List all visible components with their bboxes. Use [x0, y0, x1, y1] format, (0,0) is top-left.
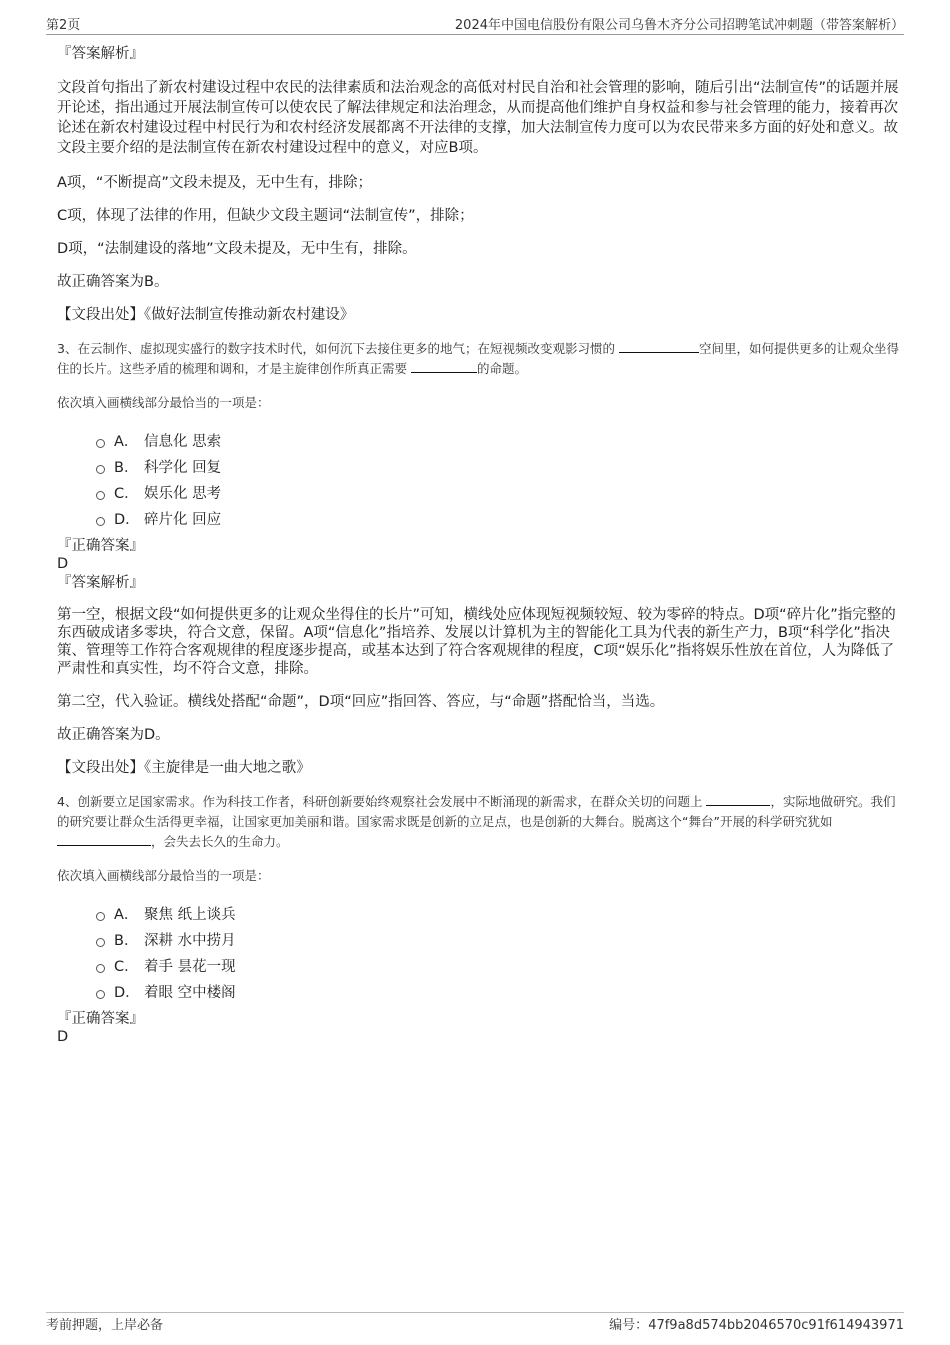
question-stem-part: 空间里，如何提供更多的让观众坐得住的长片。这些矛盾的梳理和调和，才是主旋律创作所真正需要 [57, 341, 899, 376]
analysis-paragraph: D项，“法制建设的落地”文段未提及，无中生有，排除。 [57, 241, 417, 257]
code-value: 47f9a8d574bb2046570c91f614943971 [648, 1318, 904, 1333]
passage-source: 【文段出处】《做好法制宣传推动新农村建设》 [57, 307, 355, 323]
option-letter: B． [114, 460, 139, 476]
option-b[interactable] [57, 928, 899, 954]
fill-blank [706, 793, 770, 806]
question-stem-part: 3、在云制作、虚拟现实盛行的数字技术时代，如何沉下去接住更多的地气；在短视频改变观影习惯的 [57, 341, 615, 356]
correct-answer-value: D [57, 1029, 69, 1045]
document-body [57, 44, 899, 1046]
fill-blank [411, 360, 477, 373]
option-a[interactable] [57, 902, 899, 928]
page-header [46, 14, 904, 35]
document-code [609, 1314, 904, 1333]
option-text: 信息化 思索 [144, 434, 222, 450]
option-c[interactable] [57, 481, 899, 507]
answer-analysis-label: 『答案解析』 [57, 46, 144, 62]
page-number: 第2页 [46, 18, 81, 33]
option-text: 科学化 回复 [144, 460, 222, 476]
option-c[interactable] [57, 954, 899, 980]
option-letter: D． [114, 512, 140, 528]
option-a[interactable] [57, 429, 899, 455]
document-title: 2024年中国电信股份有限公司乌鲁木齐分公司招聘笔试冲刺题（带答案解析） [454, 18, 904, 33]
question-instruction: 依次填入画横线部分最恰当的一项是： [57, 868, 270, 883]
option-letter: D． [114, 985, 140, 1001]
analysis-paragraph: 第一空，根据文段“如何提供更多的让观众坐得住的长片”可知，横线处应体现短视频较短、较为零碎的特点。D项“碎片化”指完整的东西破成诸多零块，符合文意，保留。A项“信息化”指培养、发展以计算机为主的智能化工具为代表的新生产力，B项“科学化”指决策、管理等工作符合客观规律的程度逐步提高，或基本达到了符合客观规律的程度，C项“娱乐化”指将娱乐性放在首位，人为降低了严肃性和真实性，均不符合文意，排除。 [57, 607, 896, 677]
option-letter: C． [114, 959, 139, 975]
option-text: 娱乐化 思考 [144, 486, 222, 502]
option-letter: B． [114, 933, 139, 949]
option-text: 着手 昙花一现 [144, 959, 236, 975]
option-text: 碎片化 回应 [144, 512, 222, 528]
question-stem-part: ，会失去长久的生命力。 [151, 834, 289, 849]
radio-button[interactable] [96, 491, 105, 500]
passage-source: 【文段出处】《主旋律是一曲大地之歌》 [57, 760, 311, 776]
radio-button[interactable] [96, 912, 105, 921]
correct-answer-statement: 故正确答案为B。 [57, 274, 169, 290]
radio-button[interactable] [96, 517, 105, 526]
correct-answer-value: D [57, 556, 69, 572]
question-stem [57, 792, 899, 852]
option-letter: A． [114, 434, 139, 450]
option-letter: C． [114, 486, 139, 502]
analysis-paragraph: A项，“不断提高”文段未提及，无中生有，排除； [57, 175, 372, 191]
fill-blank [57, 833, 151, 846]
option-letter: A． [114, 907, 139, 923]
question-stem [57, 339, 899, 379]
question-stem-part: ，实际地做研究。我们的研究要让群众生活得更幸福，让国家更加美丽和谐。国家需求既是创新的立足点，也是创新的大舞台。脱离这个“舞台”开展的科学研究犹如 [57, 794, 896, 829]
analysis-paragraph: C项，体现了法律的作用，但缺少文段主题词“法制宣传”，排除； [57, 208, 474, 224]
fill-blank [619, 340, 699, 353]
page-footer [46, 1312, 904, 1341]
radio-button[interactable] [96, 465, 105, 474]
footer-slogan: 考前押题，上岸必备 [46, 1318, 164, 1333]
option-text: 着眼 空中楼阁 [144, 985, 236, 1001]
option-list [57, 429, 899, 533]
correct-answer-label: 『正确答案』 [57, 1011, 144, 1027]
analysis-paragraph: 第二空，代入验证。横线处搭配“命题”，D项“回应”指回答、答应，与“命题”搭配恰当，当选。 [57, 694, 665, 710]
option-text: 聚焦 纸上谈兵 [144, 907, 236, 923]
radio-button[interactable] [96, 964, 105, 973]
correct-answer-label: 『正确答案』 [57, 538, 144, 554]
analysis-paragraph: 文段首句指出了新农村建设过程中农民的法律素质和法治观念的高低对村民自治和社会管理的影响，随后引出“法制宣传”的话题并展开论述，指出通过开展法制宣传可以使农民了解法律规定和法治理念，从而提高他们维护自身权益和参与社会管理的能力，接着再次论述在新农村建设过程中村民行为和农村经济发展都离不开法律的支撑，加大法制宣传力度可以为农民带来多方面的好处和意义。故文段主要介绍的是法制宣传在新农村建设过程中的意义，对应B项。 [57, 80, 899, 156]
question-instruction: 依次填入画横线部分最恰当的一项是： [57, 395, 270, 410]
radio-button[interactable] [96, 439, 105, 448]
option-d[interactable] [57, 980, 899, 1006]
radio-button[interactable] [96, 990, 105, 999]
correct-answer-statement: 故正确答案为D。 [57, 727, 170, 743]
question-stem-part: 的命题。 [477, 361, 528, 376]
radio-button[interactable] [96, 938, 105, 947]
option-list [57, 902, 899, 1006]
answer-analysis-label: 『答案解析』 [57, 575, 144, 591]
code-label: 编号： [609, 1318, 649, 1333]
option-text: 深耕 水中捞月 [144, 933, 236, 949]
option-d[interactable] [57, 507, 899, 533]
option-b[interactable] [57, 455, 899, 481]
question-stem-part: 4、创新要立足国家需求。作为科技工作者，科研创新要始终观察社会发展中不断涌现的新需求，在群众关切的问题上 [57, 794, 703, 809]
